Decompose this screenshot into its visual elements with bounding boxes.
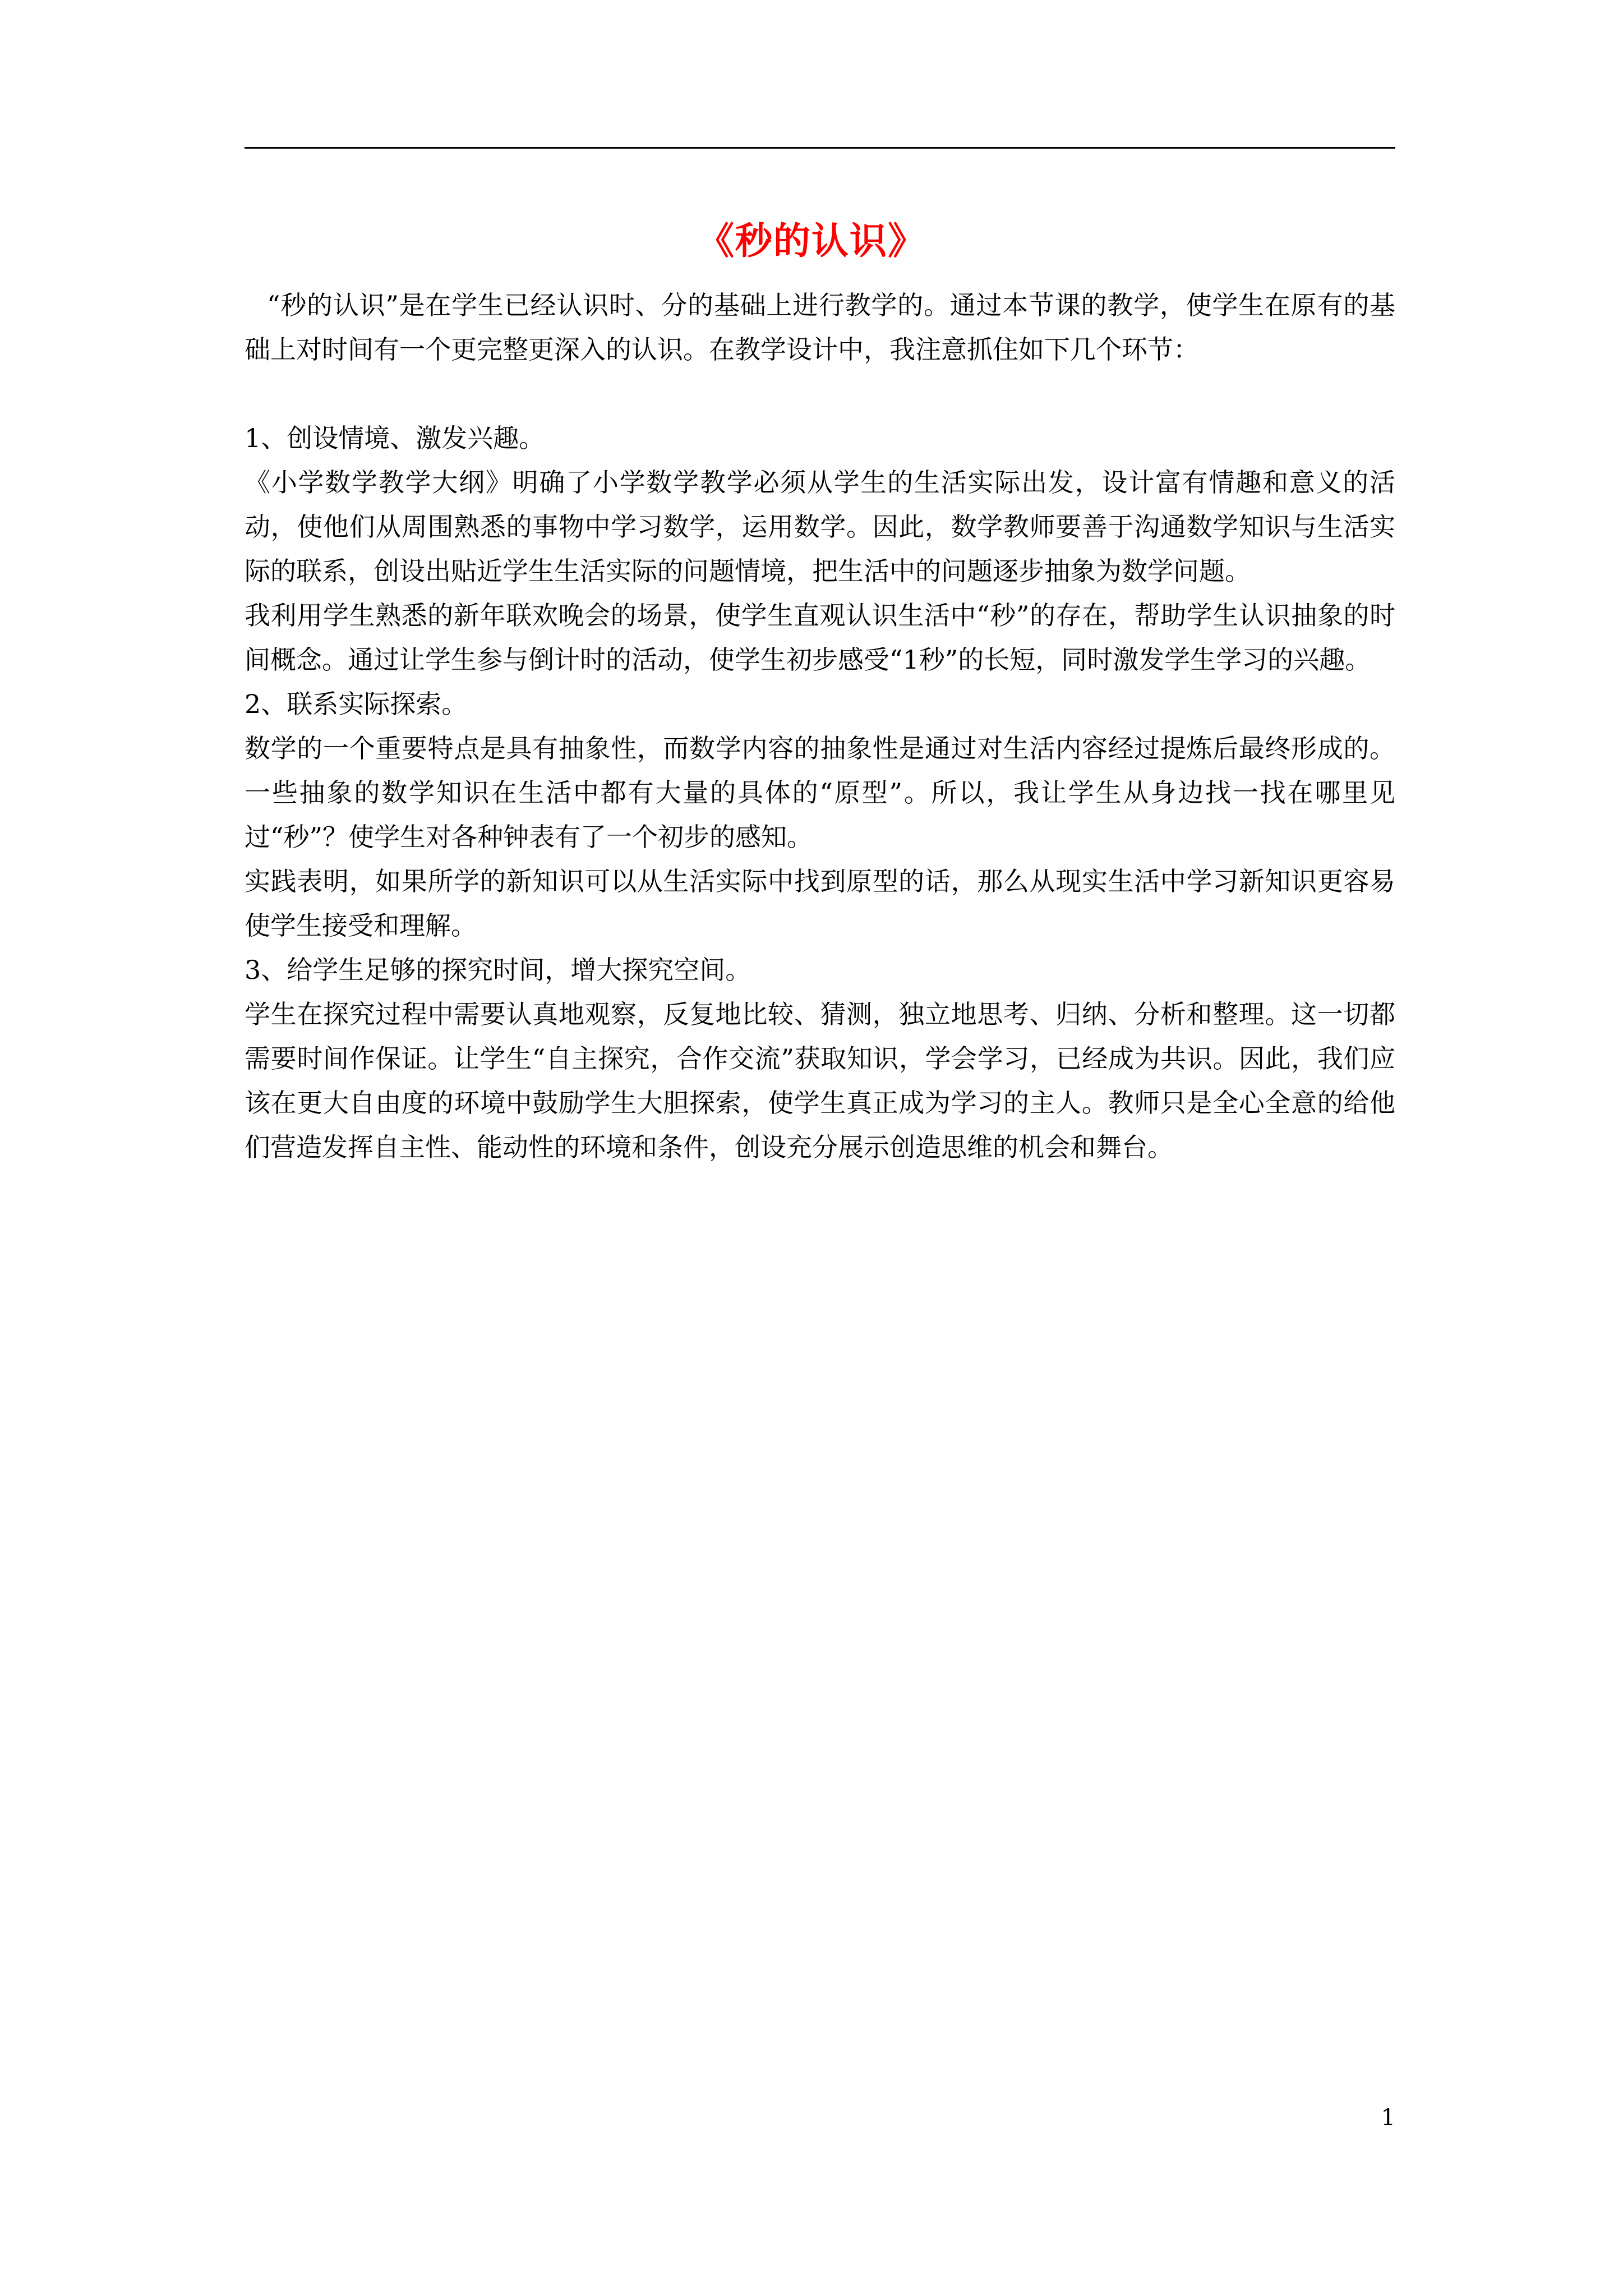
section-3-heading: 3、给学生足够的探究时间，增大探究空间。 [245, 955, 751, 985]
section-1-heading: 1、创设情境、激发兴趣。 [245, 423, 545, 453]
section-2-heading: 2、联系实际探索。 [245, 689, 468, 719]
blank-line [245, 372, 1395, 416]
document-body [245, 283, 1395, 1170]
section-1-paragraph-2: 我利用学生熟悉的新年联欢晚会的场景，使学生直观认识生活中“秒”的存在，帮助学生认识抽象的时间概念。通过让学生参与倒计时的活动，使学生初步感受“1秒”的长短，同时激发学生学习的兴趣。 [245, 600, 1395, 675]
section-2-paragraph-1: 数学的一个重要特点是具有抽象性，而数学内容的抽象性是通过对生活内容经过提炼后最终形成的。一些抽象的数学知识在生活中都有大量的具体的“原型”。所以，我让学生从身边找一找在哪里见过“秒”？使学生对各种钟表有了一个初步的感知。 [245, 733, 1395, 852]
section-2-paragraph-2: 实践表明，如果所学的新知识可以从生活实际中找到原型的话，那么从现实生活中学习新知识更容易使学生接受和理解。 [245, 866, 1395, 941]
page-number: 1 [1381, 2105, 1395, 2131]
header-rule [245, 147, 1395, 149]
section-3-paragraph-1: 学生在探究过程中需要认真地观察，反复地比较、猜测，独立地思考、归纳、分析和整理。这一切都需要时间作保证。让学生“自主探究，合作交流”获取知识，学会学习，已经成为共识。因此，我们应该在更大自由度的环境中鼓励学生大胆探索，使学生真正成为学习的主人。教师只是全心全意的给他们营造发挥自主性、能动性的环境和条件，创设充分展示创造思维的机会和舞台。 [245, 999, 1395, 1162]
intro-paragraph: “秒的认识”是在学生已经认识时、分的基础上进行教学的。通过本节课的教学，使学生在原有的基础上对时间有一个更完整更深入的认识。在教学设计中，我注意抓住如下几个环节： [245, 290, 1395, 365]
document-title: 《秒的认识》 [697, 219, 926, 263]
section-1-paragraph-1: 《小学数学教学大纲》明确了小学数学教学必须从学生的生活实际出发，设计富有情趣和意义的活动，使他们从周围熟悉的事物中学习数学，运用数学。因此，数学教师要善于沟通数学知识与生活实际的联系，创设出贴近学生生活实际的问题情境，把生活中的问题逐步抽象为数学问题。 [245, 467, 1395, 586]
